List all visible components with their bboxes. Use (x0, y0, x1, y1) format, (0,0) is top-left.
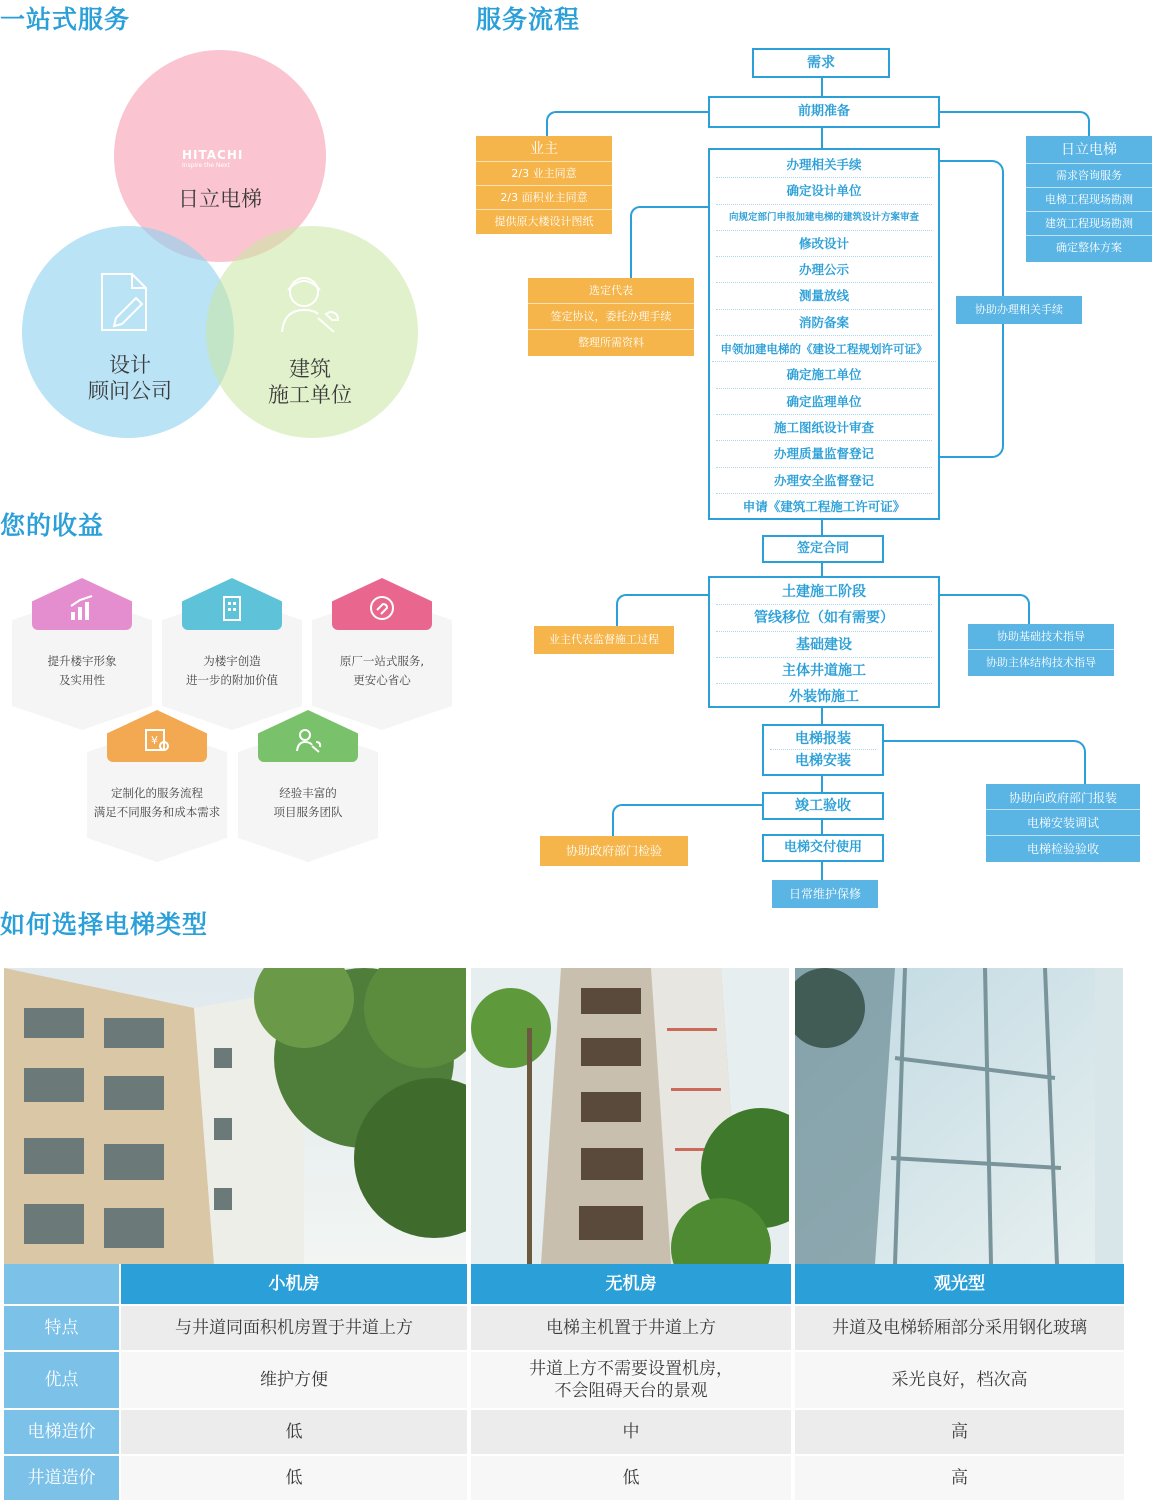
assist-tech-box: 协助基础技术指导 协助主体结构技术指导 (968, 624, 1114, 676)
worker-icon (274, 268, 344, 338)
chart-icon (68, 594, 96, 622)
assist-procedures-box: 协助办理相关手续 (956, 296, 1082, 324)
step-item: 办理质量监督登记 (716, 441, 932, 467)
section-title-benefits: 您的收益 (0, 511, 105, 540)
table-cell: 井道及电梯轿厢部分采用钢化玻璃 (795, 1306, 1124, 1350)
construction-item: 管线移位（如有需要） (716, 605, 932, 631)
section-title-one-stop: 一站式服务 (0, 5, 131, 34)
step-item: 确定设计单位 (716, 178, 932, 204)
connector (546, 111, 708, 137)
table-cell: 高 (795, 1410, 1124, 1454)
benefit-text: 原厂一站式服务, 更安心省心 (339, 654, 425, 687)
connector (938, 111, 1090, 137)
construction-item: 外装饰施工 (789, 689, 859, 706)
hitachi-logo: HITACHI Inspire the Next (182, 148, 244, 169)
table-row-label: 优点 (4, 1352, 119, 1408)
photo-observation (795, 968, 1123, 1264)
step-item: 办理公示 (716, 257, 932, 283)
table-header: 小机房 (121, 1264, 467, 1304)
table-header: 观光型 (795, 1264, 1124, 1304)
hitachi-box: 日立电梯 需求咨询服务 电梯工程现场勘测 建筑工程现场勘测 确定整体方案 (1026, 136, 1152, 262)
benefit-card (238, 710, 378, 862)
table-cell: 与井道同面积机房置于井道上方 (121, 1306, 467, 1350)
table-cell: 采光良好，档次高 (795, 1352, 1124, 1408)
elevator-report-install: 电梯报装 电梯安装 (762, 724, 884, 776)
gov-inspect-box: 协助政府部门检验 (540, 836, 688, 866)
step-item: 修改设计 (716, 231, 932, 257)
table-cell: 电梯主机置于井道上方 (471, 1306, 791, 1350)
connector (612, 804, 762, 836)
table-cell: 井道上方不需要设置机房， 不会阻碍天台的景观 (471, 1352, 791, 1408)
connector (821, 518, 823, 536)
construction-item: 基础建设 (716, 632, 932, 658)
construction-list (708, 576, 940, 708)
construction-item: 土建施工阶段 (716, 579, 932, 605)
connector (884, 740, 1086, 784)
benefit-text: 为楼宇创造 进一步的附加价值 (186, 654, 278, 687)
benefit-card (12, 578, 152, 730)
benefit-text: 提升楼宇形象 及实用性 (47, 654, 117, 687)
step-item: 测量放线 (716, 283, 932, 309)
benefit-card (87, 710, 227, 862)
connector (821, 126, 823, 148)
venn-construction-label: 建筑 施工单位 (268, 357, 352, 407)
flow-demand: 需求 (752, 48, 890, 78)
connector (938, 594, 1030, 624)
table-row-label: 井道造价 (4, 1456, 119, 1500)
benefit-text: 定制化的服务流程 满足不同服务和成本需求 (93, 786, 221, 819)
flow-contract: 签定合同 (762, 535, 884, 563)
steps-list (708, 148, 940, 520)
step-item: 向规定部门申报加建电梯的建筑设计方案审查 (716, 205, 932, 231)
step-item: 办理安全监督登记 (716, 468, 932, 494)
table-cell: 维护方便 (121, 1352, 467, 1408)
svg-text:¥: ¥ (151, 734, 158, 747)
step-item: 申领加建电梯的《建设工程规划许可证》 (712, 336, 936, 362)
table-cell: 低 (121, 1410, 467, 1454)
flow-prep: 前期准备 (708, 96, 940, 128)
step-item: 消防备案 (716, 310, 932, 336)
table-row-label: 特点 (4, 1306, 119, 1350)
service-icon (368, 594, 396, 622)
table-cell: 低 (121, 1456, 467, 1500)
benefit-text: 经验丰富的 项目服务团队 (273, 786, 343, 819)
connector (821, 860, 823, 880)
step-item: 申请《建筑工程施工许可证》 (742, 498, 906, 514)
table-corner (4, 1264, 119, 1304)
photo-small-machine-room (4, 968, 466, 1264)
owner-supervise-box: 业主代表监督施工过程 (534, 626, 674, 654)
table-header: 无机房 (471, 1264, 791, 1304)
photo-machine-roomless (471, 968, 789, 1264)
benefit-card (312, 578, 452, 730)
gov-assist-box: 协助向政府部门报装 电梯安装调试 电梯检验验收 (986, 784, 1140, 862)
flow-delivery: 电梯交付使用 (762, 834, 884, 862)
document-icon (96, 270, 156, 336)
venn-design-label: 设计 顾问公司 (88, 353, 172, 403)
flow-completion: 竣工验收 (762, 792, 884, 820)
table-cell: 低 (471, 1456, 791, 1500)
step-item: 施工图纸设计审查 (716, 415, 932, 441)
section-title-choose: 如何选择电梯类型 (0, 910, 209, 939)
connector (821, 818, 823, 834)
construction-item: 主体井道施工 (716, 658, 932, 684)
table-cell: 中 (471, 1410, 791, 1454)
connector (821, 774, 823, 792)
maintenance-box: 日常维护保修 (772, 880, 878, 908)
connector (630, 206, 708, 278)
building-icon (218, 594, 246, 622)
representative-box: 选定代表 签定协议，委托办理手续 整理所需资料 (528, 278, 694, 356)
section-title-process: 服务流程 (476, 5, 581, 34)
step-item: 确定监理单位 (716, 389, 932, 415)
owner-box: 业主 2/3 业主同意 2/3 面积业主同意 提供原大楼设计图纸 (476, 136, 612, 234)
connector (821, 76, 823, 98)
price-icon (143, 726, 171, 754)
table-cell: 高 (795, 1456, 1124, 1500)
venn-hitachi-label: 日立电梯 (178, 187, 262, 211)
benefit-card (162, 578, 302, 730)
team-icon (294, 726, 322, 754)
step-item: 办理相关手续 (716, 152, 932, 178)
table-row-label: 电梯造价 (4, 1410, 119, 1454)
connector (616, 594, 708, 628)
step-item: 确定施工单位 (716, 362, 932, 388)
